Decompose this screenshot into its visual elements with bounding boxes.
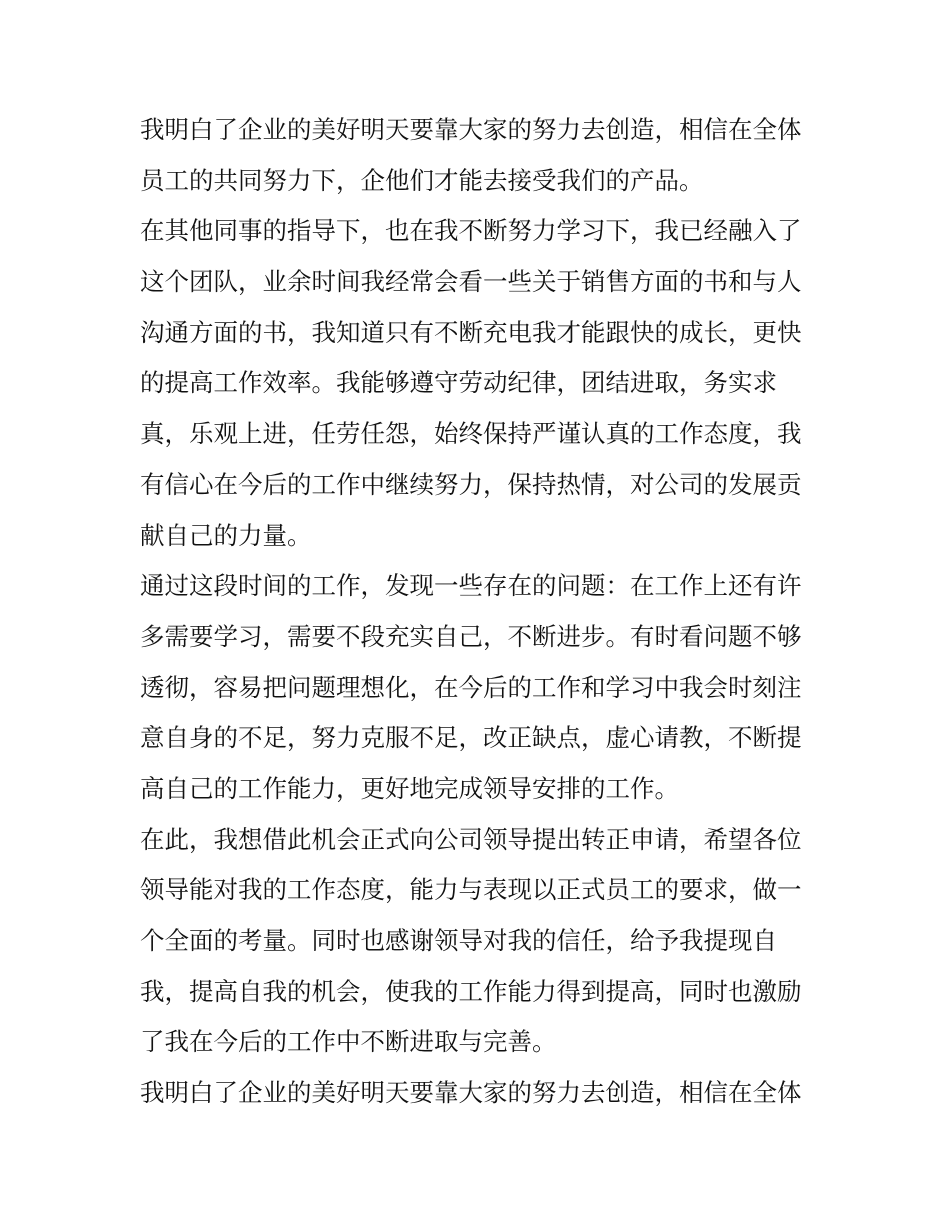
- text-line: 沟通方面的书，我知道只有不断充电我才能跟快的成长，更快: [140, 317, 802, 347]
- text-line: 在此，我想借此机会正式向公司领导提出转正申请，希望各位: [140, 824, 802, 854]
- text-line: 献自己的力量。: [140, 520, 312, 550]
- text-line: 这个团队，业余时间我经常会看一些关于销售方面的书和与人: [140, 267, 802, 297]
- text-line: 透彻，容易把问题理想化，在今后的工作和学习中我会时刻注: [140, 672, 802, 702]
- text-line: 多需要学习，需要不段充实自己，不断进步。有时看问题不够: [140, 621, 802, 651]
- text-line: 意自身的不足，努力克服不足，改正缺点，虚心请教，不断提: [140, 723, 802, 753]
- text-line: 高自己的工作能力，更好地完成领导安排的工作。: [140, 773, 679, 803]
- text-line: 领导能对我的工作态度，能力与表现以正式员工的要求，做一: [140, 875, 802, 905]
- text-line: 个全面的考量。同时也感谢领导对我的信任，给予我提现自: [140, 926, 777, 955]
- text-line: 了我在今后的工作中不断进取与完善。: [140, 1027, 557, 1057]
- text-line: 通过这段时间的工作，发现一些存在的问题：在工作上还有许: [140, 571, 802, 601]
- text-line: 我明白了企业的美好明天要靠大家的努力去创造，相信在全体: [140, 115, 802, 144]
- text-line: 的提高工作效率。我能够遵守劳动纪律，团结进取，务实求: [140, 368, 777, 398]
- text-line: 在其他同事的指导下，也在我不断努力学习下，我已经融入了: [140, 216, 802, 246]
- text-line: 员工的共同努力下，企他们才能去接受我们的产品。: [140, 165, 704, 195]
- text-line: 真，乐观上进，任劳任怨，始终保持严谨认真的工作态度，我: [140, 419, 802, 449]
- text-line: 有信心在今后的工作中继续努力，保持热情，对公司的发展贡: [140, 469, 802, 499]
- text-line: 我明白了企业的美好明天要靠大家的努力去创造，相信在全体: [140, 1078, 802, 1108]
- body-text: [140, 105, 820, 1119]
- text-line: 我，提高自我的机会，使我的工作能力得到提高，同时也激励: [140, 976, 802, 1006]
